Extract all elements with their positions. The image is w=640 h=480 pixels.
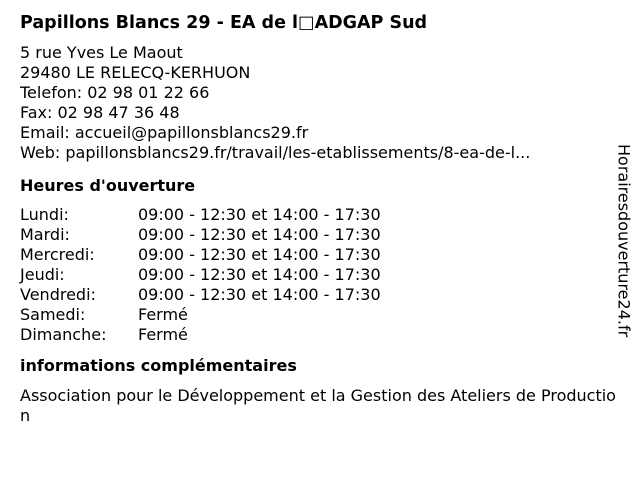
day-hours: Fermé — [138, 305, 188, 324]
hours-table — [20, 205, 610, 345]
hours-row — [20, 325, 610, 345]
city-address: 29480 LE RELECQ-KERHUON — [20, 63, 251, 82]
day-label: Mardi: — [20, 225, 70, 244]
day-hours: 09:00 - 12:30 et 14:00 - 17:30 — [138, 265, 381, 284]
hours-row — [20, 245, 610, 265]
day-label: Mercredi: — [20, 245, 95, 264]
website-link: Web: papillonsblancs29.fr/travail/les-etablissements/8-ea-de-l... — [20, 143, 531, 162]
main-content — [20, 10, 616, 426]
day-hours: 09:00 - 12:30 et 14:00 - 17:30 — [138, 205, 381, 224]
side-watermark — [609, 135, 639, 347]
info-heading: informations complémentaires — [20, 356, 297, 375]
hours-heading: Heures d'ouverture — [20, 176, 196, 195]
day-label: Lundi: — [20, 205, 69, 224]
day-label: Samedi: — [20, 305, 86, 324]
fax-number: Fax: 02 98 47 36 48 — [20, 103, 180, 122]
day-hours: 09:00 - 12:30 et 14:00 - 17:30 — [138, 285, 381, 304]
hours-row — [20, 305, 610, 325]
hours-row — [20, 205, 610, 225]
side-label: Horairesdouverture24.fr — [614, 144, 634, 338]
hours-row — [20, 225, 610, 245]
day-label: Vendredi: — [20, 285, 96, 304]
day-hours: 09:00 - 12:30 et 14:00 - 17:30 — [138, 225, 381, 244]
day-label: Dimanche: — [20, 325, 107, 344]
email-address: Email: accueil@papillonsblancs29.fr — [20, 123, 309, 142]
hours-row — [20, 265, 610, 285]
day-label: Jeudi: — [20, 265, 65, 284]
info-description: Association pour le Développement et la Gestion des Ateliers de Production — [20, 386, 616, 425]
phone-number: Telefon: 02 98 01 22 66 — [20, 83, 210, 102]
hours-row — [20, 285, 610, 305]
page-title: Papillons Blancs 29 - EA de l□ADGAP Sud — [20, 13, 428, 33]
day-hours: 09:00 - 12:30 et 14:00 - 17:30 — [138, 245, 381, 264]
day-hours: Fermé — [138, 325, 188, 344]
address-block — [20, 43, 610, 163]
street-address: 5 rue Yves Le Maout — [20, 43, 183, 62]
